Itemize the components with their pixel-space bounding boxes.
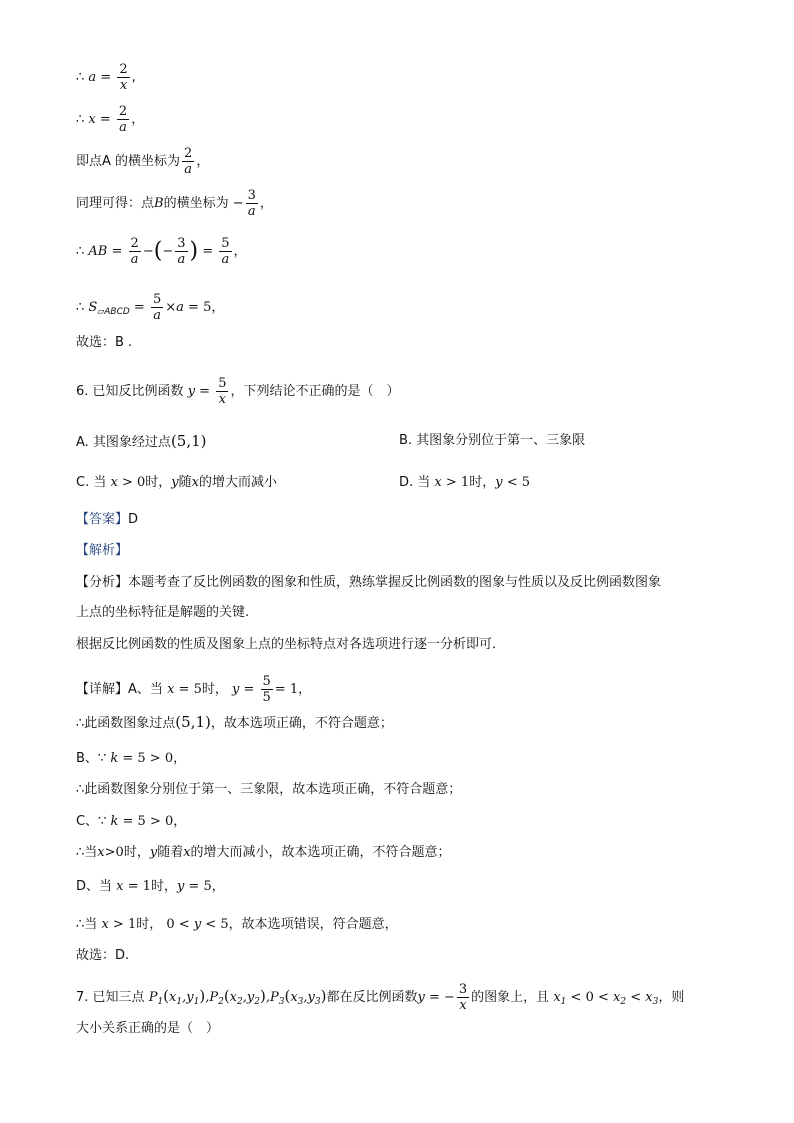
text: ，下列结论不正确的是（ ） bbox=[230, 384, 400, 399]
text: 时， bbox=[136, 917, 163, 932]
punctuation: ， bbox=[211, 300, 225, 315]
text: 根据反比例函数的性质及图象上点的坐标特点对各选项进行逐一分析即可． bbox=[76, 637, 506, 652]
text: 故选：D. bbox=[76, 948, 130, 963]
text: B. 其图象分别位于第一、三象限 bbox=[399, 433, 586, 448]
text: B、∵ bbox=[76, 751, 107, 766]
math-expr: x > bbox=[434, 475, 461, 490]
math-expr: x = bbox=[88, 112, 115, 127]
therefore-symbol: ∴ bbox=[76, 244, 85, 259]
detail-line-2 bbox=[76, 715, 393, 730]
math-expr: 5 > 0 bbox=[137, 751, 174, 766]
text: 随 bbox=[178, 475, 192, 490]
text: 上点的坐标特征是解题的关键. bbox=[76, 605, 250, 620]
subscript: ▱ABCD bbox=[97, 307, 130, 317]
text: ，故本选项正确，不符合题意； bbox=[210, 716, 393, 731]
option-b bbox=[399, 434, 585, 447]
detail-line-8 bbox=[76, 918, 398, 931]
math-num: 5 bbox=[193, 682, 202, 697]
text: 7. 已知三点 bbox=[76, 990, 145, 1005]
punctuation: ， bbox=[196, 154, 210, 169]
text: D、当 bbox=[76, 879, 113, 894]
math-num: 1 bbox=[460, 475, 470, 490]
option-d bbox=[399, 476, 530, 489]
text: 大小关系正确的是（ ） bbox=[76, 1021, 220, 1036]
punctuation: ， bbox=[233, 244, 247, 259]
math-inequality: $x_1 < 0 < x_2 < x_3$ bbox=[553, 990, 659, 1007]
math-points: $P_1(x_1,y_1),P_2(x_2,y_2),P_3(x_3,y_3)$ bbox=[148, 987, 327, 1007]
math-expr: y = − bbox=[417, 990, 455, 1005]
analysis-heading bbox=[76, 544, 128, 557]
fraction: $\frac{3}{a}$ bbox=[177, 236, 186, 267]
text: 时， bbox=[150, 879, 177, 894]
text: 6. 已知反比例函数 bbox=[76, 384, 184, 399]
math-var: x bbox=[191, 475, 199, 490]
math-var: y bbox=[149, 845, 158, 860]
analysis-paragraph-2 bbox=[76, 606, 249, 619]
text: 即点A 的横坐标为 bbox=[76, 154, 181, 169]
text: 的横坐标为 − bbox=[163, 196, 244, 211]
math-op: − bbox=[142, 244, 154, 259]
question-7-stem bbox=[76, 982, 684, 1013]
text: C. 当 bbox=[76, 475, 107, 490]
math-num: 5 bbox=[203, 300, 212, 315]
text: 当 bbox=[84, 845, 98, 860]
fraction: $\frac{2}{x}$ bbox=[119, 62, 128, 93]
text: ，故本选项错误，符合题意， bbox=[228, 917, 398, 932]
paren: ( bbox=[153, 238, 163, 264]
math-expr: x = bbox=[116, 879, 143, 894]
text: A、当 bbox=[128, 682, 163, 697]
math-point: (5,1) bbox=[170, 432, 207, 450]
text: 此函数图象过点 bbox=[84, 716, 176, 731]
fenxi-label: 【分析】 bbox=[76, 575, 129, 590]
detail-line-9 bbox=[76, 949, 129, 962]
math-expr: y < bbox=[495, 475, 522, 490]
fraction: $\frac{2}{a}$ bbox=[118, 104, 128, 135]
question-7-line-2 bbox=[76, 1022, 219, 1035]
text: C、∵ bbox=[76, 814, 107, 829]
math-op: = bbox=[129, 300, 149, 315]
math-expr: k = bbox=[110, 751, 138, 766]
text: ，则 bbox=[658, 990, 685, 1005]
text: 随着 bbox=[157, 845, 184, 860]
math-var: x bbox=[183, 845, 191, 860]
solution-line-x-equals bbox=[76, 104, 144, 135]
punctuation: , bbox=[131, 70, 136, 85]
punctuation: ， bbox=[173, 814, 187, 829]
math-expr: x > bbox=[110, 475, 137, 490]
text: 时， bbox=[123, 845, 150, 860]
analysis-paragraph-1 bbox=[76, 576, 661, 589]
detail-label: 【详解】 bbox=[76, 682, 129, 697]
text: 的增大而减小，故本选项正确，不符合题意； bbox=[190, 845, 451, 860]
therefore-symbol: ∴ bbox=[76, 112, 85, 127]
fraction: $\frac{5}{x}$ bbox=[218, 376, 227, 407]
text: 当 bbox=[84, 917, 98, 932]
fraction: $\frac{3}{a}$ bbox=[247, 188, 256, 219]
math-expr: S bbox=[88, 300, 98, 315]
math-expr: x = bbox=[167, 682, 194, 697]
text: 时， bbox=[201, 682, 228, 697]
math-num: 1 bbox=[127, 917, 137, 932]
math-expr: y = bbox=[176, 879, 204, 894]
fraction: $\frac{5}{5}$ bbox=[262, 674, 271, 705]
option-a bbox=[76, 434, 207, 449]
therefore-symbol: ∴ bbox=[76, 70, 85, 85]
punctuation: ， bbox=[259, 196, 273, 211]
math-num: 5 bbox=[521, 475, 531, 490]
detail-line-3 bbox=[76, 752, 186, 765]
text: 本题考查了反比例函数的图象和性质，熟练掌握反比例函数的图象与性质以及反比例函数图象 bbox=[128, 575, 662, 590]
text: 时， bbox=[145, 475, 172, 490]
math-expr: x bbox=[97, 845, 105, 860]
fraction: $\frac{2}{a}$ bbox=[130, 236, 139, 267]
text: 故选：B . bbox=[76, 335, 133, 350]
solution-line-point-a bbox=[76, 146, 209, 177]
question-6-stem bbox=[76, 376, 400, 407]
text: 的增大而减小 bbox=[199, 475, 278, 490]
math-num: 0 bbox=[136, 475, 146, 490]
solution-line-area bbox=[76, 292, 224, 323]
math-expr: x > bbox=[101, 917, 128, 932]
math-num: 5 bbox=[220, 917, 229, 932]
math-var: y bbox=[171, 475, 179, 490]
text: 此函数图象分别位于第一、三象限，故本选项正确，不符合题意； bbox=[84, 782, 462, 797]
punctuation: ， bbox=[211, 879, 225, 894]
analysis-paragraph-3 bbox=[76, 638, 505, 651]
punctuation: ， bbox=[173, 751, 187, 766]
text: 的图象上，且 bbox=[471, 990, 550, 1005]
fraction: $\frac{3}{x}$ bbox=[458, 982, 468, 1013]
math-expr: = 1 bbox=[274, 682, 299, 697]
punctuation: ， bbox=[298, 682, 312, 697]
paren: ) bbox=[189, 238, 199, 264]
math-expr: y < bbox=[193, 917, 221, 932]
math-op: = bbox=[198, 244, 218, 259]
math-expr: AB = bbox=[88, 244, 127, 259]
detail-line-5 bbox=[76, 815, 186, 828]
text: 时， bbox=[469, 475, 496, 490]
solution-line-ab bbox=[76, 236, 247, 267]
math-num: 1 bbox=[142, 879, 151, 894]
therefore-symbol: ∴ bbox=[76, 300, 85, 315]
analysis-label: 【解析】 bbox=[76, 543, 129, 558]
therefore-symbol: ∴ bbox=[76, 782, 85, 797]
answer-label: 【答案】 bbox=[76, 512, 129, 527]
text: A. 其图象经过点 bbox=[76, 435, 171, 450]
fraction: $\frac{2}{a}$ bbox=[184, 146, 193, 177]
math-expr: >0 bbox=[104, 845, 124, 860]
punctuation: ， bbox=[131, 112, 145, 127]
text: 同理可得：点 bbox=[76, 196, 155, 211]
fraction: $\frac{5}{a}$ bbox=[152, 292, 162, 323]
detail-line-1 bbox=[76, 674, 311, 705]
math-point: (5,1) bbox=[175, 713, 211, 731]
answer-value: D bbox=[128, 512, 139, 527]
math-op: − bbox=[162, 244, 174, 259]
therefore-symbol: ∴ bbox=[76, 716, 85, 731]
math-expr: y = bbox=[232, 682, 259, 697]
solution-line-point-b bbox=[76, 188, 273, 219]
math-var: B bbox=[154, 196, 164, 211]
math-expr: 5 > 0 bbox=[137, 814, 174, 829]
solution-choice-b bbox=[76, 336, 132, 349]
math-expr: k = bbox=[110, 814, 138, 829]
math-expr: ×a = bbox=[165, 300, 204, 315]
answer-line bbox=[76, 513, 138, 526]
detail-line-4 bbox=[76, 783, 461, 796]
text: D. 当 bbox=[399, 475, 431, 490]
option-c bbox=[76, 476, 277, 489]
therefore-symbol: ∴ bbox=[76, 845, 85, 860]
detail-line-7 bbox=[76, 880, 225, 893]
math-num: 5 bbox=[203, 879, 212, 894]
math-num: 0 < bbox=[166, 917, 194, 932]
fraction: $\frac{5}{a}$ bbox=[221, 236, 230, 267]
detail-line-6 bbox=[76, 846, 451, 859]
therefore-symbol: ∴ bbox=[76, 917, 85, 932]
text: 都在反比例函数 bbox=[326, 990, 418, 1005]
math-expr: a = bbox=[88, 70, 116, 85]
solution-line-a-equals bbox=[76, 62, 136, 93]
math-expr: y = bbox=[187, 384, 215, 399]
